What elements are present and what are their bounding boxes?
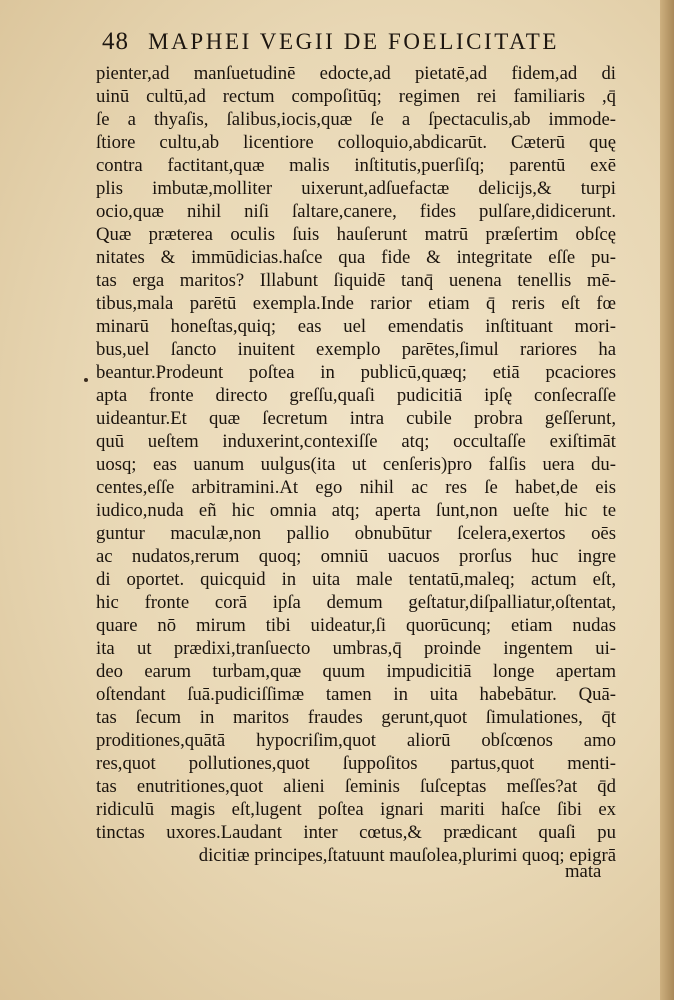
- text-line: nitates & immūdicias.haſce qua fide & integritate eſſe pu-: [96, 247, 616, 268]
- text-line: uosq; eas uanum uulgus(ita ut cenſeris)pro falſis uera du-: [96, 454, 616, 475]
- text-line: centes,eſſe arbitramini.At ego nihil ac res ſe habet,de eis: [96, 477, 616, 498]
- text-line: uinū cultū,ad rectum compoſitūq; regimen rei familiaris ,q̄: [96, 86, 616, 107]
- text-line: contra factitant,quæ malis inſtitutis,puerſiſq; parentū exē: [96, 155, 616, 176]
- text-line: ſe a thyaſis, ſalibus,iocis,quæ ſe a ſpectaculis,ab immode-: [96, 109, 616, 130]
- text-line: tas erga maritos? Illabunt ſiquidē tanq̄ uenena tenellis mē-: [96, 270, 616, 291]
- text-line: proditiones,quātā hypocriſim,quot aliorū obſcœnos amo: [96, 730, 616, 751]
- page-edge-shadow: [660, 0, 674, 1000]
- page-header: [102, 28, 612, 60]
- running-title: MAPHEI VEGII DE FOELICITATE: [148, 29, 560, 54]
- text-line: deo earum turbam,quæ quum impudicitiā longe apertam: [96, 661, 616, 682]
- text-line: di oportet. quicquid in uita male tentatū,maleq; actum eſt,: [96, 569, 616, 590]
- body-text: [96, 62, 616, 867]
- marginal-dot: [84, 378, 88, 382]
- text-line: tas enutritiones,quot alieni ſeminis ſuſceptas meſſes?at q̄d: [96, 776, 616, 797]
- text-line: ocio,quæ nihil niſi ſaltare,canere, fides pulſare,didicerunt.: [96, 201, 616, 222]
- text-line: tibus,mala parētū exempla.Inde rarior etiam q̄ reris eſt fœ: [96, 293, 616, 314]
- text-line: pienter,ad manſuetudinē edocte,ad pietatē,ad fidem,ad di: [96, 63, 616, 84]
- text-line: ac nudatos,rerum quoq; omniū uacuos prorſus huc ingre: [96, 546, 616, 567]
- text-line: Quæ præterea oculis ſuis hauſerunt matrū præſertim obſcę: [96, 224, 616, 245]
- page-number: 48: [102, 28, 129, 55]
- text-line: quare nō mirum tibi uideatur,ſi quorūcunq; etiam nudas: [96, 615, 616, 636]
- text-line: quū ueſtem induxerint,contexiſſe atq; occultaſſe exiſtimāt: [96, 431, 616, 452]
- catchword: mata: [565, 861, 602, 882]
- text-line: guntur maculæ,non pallio obnubūtur ſcelera,exertos oēs: [96, 523, 616, 544]
- text-line: plis imbutæ,molliter uixerunt,adſuefactæ delicijs,& turpi: [96, 178, 616, 199]
- text-line: tas ſecum in maritos fraudes gerunt,quot ſimulationes, q̄t: [96, 707, 616, 728]
- text-line: tinctas uxores.Laudant inter cœtus,& prædicant quaſi pu: [96, 822, 616, 843]
- text-line: bus,uel ſancto inuitent exemplo parētes,ſimul rariores ha: [96, 339, 616, 360]
- text-line: beantur.Prodeunt poſtea in publicū,quæq; etiā pcaciores: [96, 362, 616, 383]
- text-line: hic fronte corā ipſa demum geſtatur,diſpalliatur,oſtentat,: [96, 592, 616, 613]
- text-line: apta fronte directo greſſu,quaſi pudicitiā ipſę conſecraſſe: [96, 385, 616, 406]
- text-line: uideantur.Et quæ ſecretum intra cubile probra geſſerunt,: [96, 408, 616, 429]
- text-line: oſtendant ſuā.pudiciſſimæ tamen in uita habebātur. Quā-: [96, 684, 616, 705]
- text-line: ſtiore cultu,ab licentiore colloquio,abdicarūt. Cæterū quę: [96, 132, 616, 153]
- text-line: ridiculū magis eſt,lugent poſtea ignari mariti haſce ſibi ex: [96, 799, 616, 820]
- text-line: dicitiæ principes,ſtatuunt mauſolea,plurimi quoq; epigrā: [198, 845, 616, 866]
- text-line: iudico,nuda eñ hic omnia atq; aperta ſunt,non ueſte hic te: [96, 500, 616, 521]
- text-line: minarū honeſtas,quiq; eas uel emendatis inſtituant mori-: [96, 316, 616, 337]
- text-line: ita ut prædixi,tranſuecto umbras,q̄ proinde ingentem ui-: [96, 638, 616, 659]
- text-line: res,quot pollutiones,quot ſuppoſitos partus,quot menti-: [96, 753, 616, 774]
